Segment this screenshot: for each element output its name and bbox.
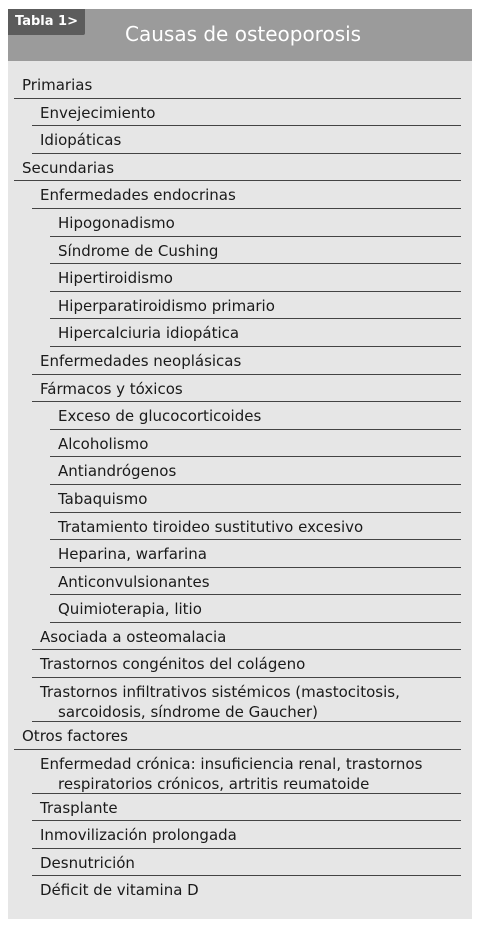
row-label: Desnutrición (40, 853, 135, 872)
row-label (40, 754, 472, 794)
table-row (8, 849, 472, 877)
row-label: Tratamiento tiroideo sustitutivo excesivo (58, 517, 364, 536)
table-row (8, 71, 472, 99)
table-row (8, 209, 472, 237)
causes-table (8, 9, 472, 919)
row-label: Heparina, warfarina (58, 545, 207, 564)
row-label: Idiopáticas (40, 131, 122, 150)
table-row (8, 181, 472, 209)
table-row (8, 457, 472, 485)
table-header (8, 9, 472, 61)
table-row (8, 264, 472, 292)
row-label: Enfermedades neoplásicas (40, 351, 242, 370)
table-row (8, 623, 472, 651)
table-row (8, 154, 472, 182)
table-row (8, 237, 472, 265)
table-row (8, 513, 472, 541)
table-row (8, 430, 472, 458)
row-label: Tabaquismo (58, 489, 148, 508)
row-label (40, 682, 472, 722)
table-rows (8, 71, 472, 904)
row-label-line2: respiratorios crónicos, artritis reumatoide (58, 774, 370, 793)
row-label: Envejecimiento (40, 103, 156, 122)
row-label: Secundarias (22, 158, 115, 177)
row-label: Inmovilización prolongada (40, 826, 237, 845)
row-label: Anticonvulsionantes (58, 572, 210, 591)
table-row (8, 485, 472, 513)
table-row (8, 99, 472, 127)
table-number-label: Tabla 1> (8, 9, 85, 35)
row-label: Otros factores (22, 727, 128, 746)
table-row (8, 375, 472, 403)
table-row (8, 595, 472, 623)
row-label: Primarias (22, 76, 93, 94)
table-row (8, 402, 472, 430)
row-label: Asociada a osteomalacia (40, 627, 227, 646)
row-label: Hiperparatiroidismo primario (58, 296, 275, 315)
row-label: Trastornos congénitos del colágeno (40, 655, 306, 674)
row-label-line1: Trastornos infiltrativos sistémicos (mastocitosis, (40, 683, 400, 702)
row-label: Hipertiroidismo (58, 269, 173, 288)
row-label: Trasplante (40, 798, 118, 817)
row-label-line2: sarcoidosis, síndrome de Gaucher) (58, 703, 318, 722)
table-row (8, 750, 472, 794)
table-row (8, 347, 472, 375)
table-row (8, 126, 472, 154)
row-label: Quimioterapia, litio (58, 600, 202, 619)
row-label: Fármacos y tóxicos (40, 379, 183, 398)
table-row (8, 794, 472, 822)
table-row (8, 292, 472, 320)
row-label: Antiandrógenos (58, 462, 177, 481)
table-row (8, 678, 472, 722)
table-row (8, 876, 472, 904)
row-label: Hipercalciuria idiopática (58, 324, 240, 343)
table-row (8, 540, 472, 568)
table-row (8, 722, 472, 750)
row-label: Enfermedades endocrinas (40, 186, 236, 205)
table-row (8, 821, 472, 849)
row-label: Déficit de vitamina D (40, 881, 199, 900)
table-row (8, 650, 472, 678)
table-row (8, 319, 472, 347)
table-title: Causas de osteoporosis (125, 22, 362, 46)
table-row (8, 568, 472, 596)
row-label: Exceso de glucocorticoides (58, 407, 262, 426)
row-label: Hipogonadismo (58, 213, 175, 232)
row-label: Síndrome de Cushing (58, 241, 219, 260)
row-label: Alcoholismo (58, 434, 149, 453)
row-label-line1: Enfermedad crónica: insuficiencia renal, trastornos (40, 754, 423, 773)
